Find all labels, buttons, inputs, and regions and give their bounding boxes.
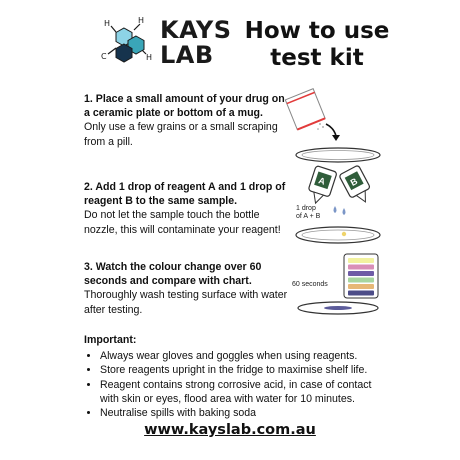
step-3-text: Thoroughly wash testing surface with water after testing. — [84, 289, 288, 316]
timer-label: 60 seconds — [292, 281, 328, 288]
page-title — [232, 18, 402, 72]
list-item: • Reagent contains strong corrosive acid, in case of contact with skin or eyes, flood area with water for 10 minutes. — [100, 378, 384, 406]
colour-swatch — [348, 258, 374, 263]
brand-name — [160, 18, 232, 68]
list-item: • Always wear gloves and goggles when using reagents. — [100, 349, 384, 363]
drop-label-line-1: 1 drop — [296, 205, 316, 212]
drop-label-line-2: of A + B — [296, 213, 321, 220]
website-link[interactable]: www.kayslab.com.au — [144, 422, 316, 438]
atom-label: C — [101, 52, 107, 61]
bottle-b-label: B — [348, 175, 360, 188]
important-heading: Important: — [84, 334, 137, 346]
atom-label: H — [138, 16, 145, 25]
reagent-bottles-icon — [284, 140, 394, 250]
step-2 — [84, 180, 289, 237]
brand-line-2: LAB — [160, 41, 214, 69]
atom-label: H — [104, 19, 111, 28]
colour-swatch — [348, 284, 374, 289]
list-item: • Neutralise spills with baking soda — [100, 406, 384, 420]
step-3-heading: 3. Watch the colour change over 60 seconds and compare with chart. — [84, 261, 262, 288]
brand-line-1: KAYS — [160, 16, 232, 44]
important-list — [84, 349, 384, 420]
bottle-a-label: A — [317, 175, 327, 187]
step-2-heading: 2. Add 1 drop of reagent A and 1 drop of reagent B to the same sample. — [84, 181, 286, 208]
colour-swatch — [348, 265, 374, 270]
hexagon-molecule-icon — [96, 14, 158, 70]
colour-swatch — [348, 291, 374, 296]
important-section — [84, 333, 384, 420]
step-1 — [84, 92, 289, 149]
step-3 — [84, 260, 289, 317]
title-line-2: test kit — [270, 45, 364, 71]
colour-swatch — [348, 278, 374, 283]
step-1-heading: 1. Place a small amount of your drug on a ceramic plate or bottom of a mug. — [84, 93, 285, 120]
atom-label: H — [146, 53, 153, 62]
colour-chart-icon — [284, 248, 394, 318]
colour-swatch — [348, 271, 374, 276]
step-1-text: Only use a few grains or a small scraping from a pill. — [84, 121, 278, 148]
list-item: • Store reagents upright in the fridge to maximise shelf life. — [100, 363, 384, 377]
step-2-text: Do not let the sample touch the bottle nozzle, this will contaminate your reagent! — [84, 209, 281, 236]
title-line-1: How to use — [244, 18, 390, 44]
